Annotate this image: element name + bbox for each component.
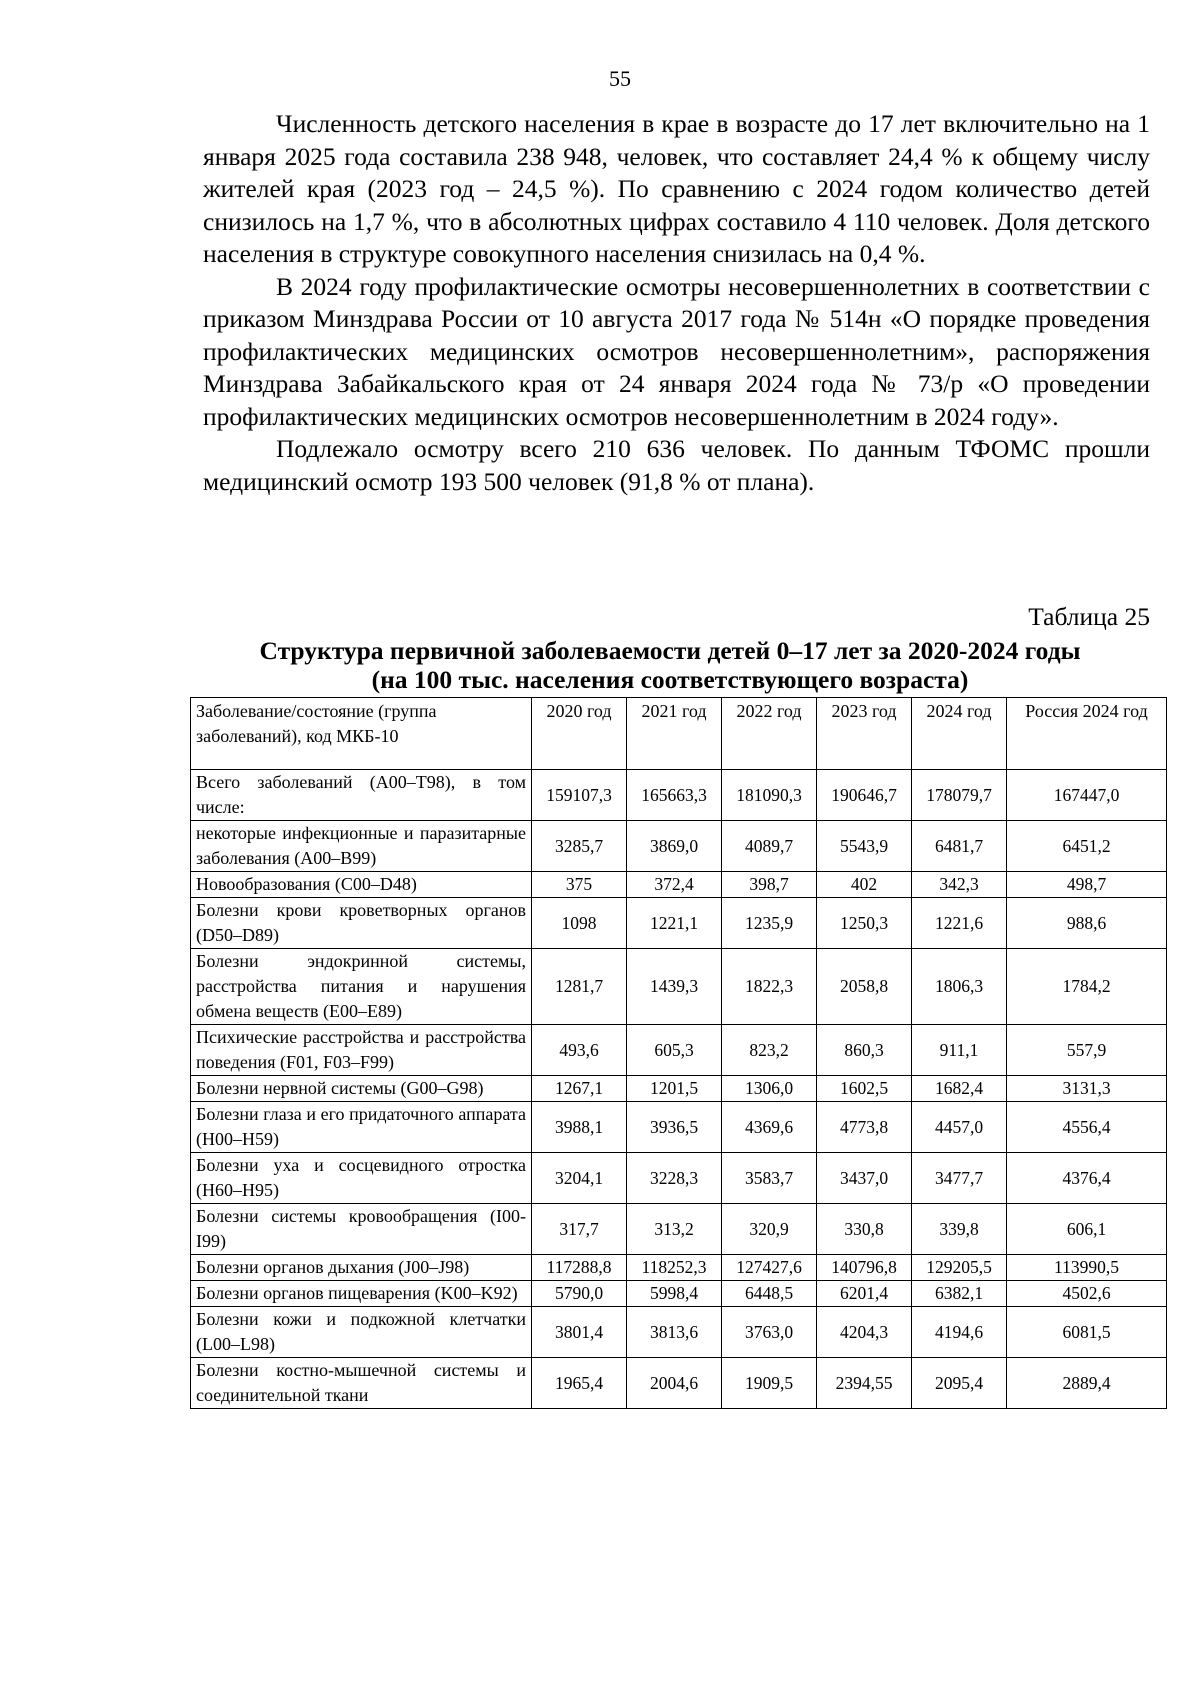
table-row: [191, 770, 1167, 821]
cell-2020: 317,7: [532, 1204, 627, 1255]
cell-2024: 6382,1: [912, 1281, 1007, 1307]
cell-2021: 1201,5: [627, 1076, 722, 1102]
table-label: Таблица 25: [1028, 602, 1150, 631]
table-row: [191, 1153, 1167, 1204]
table-row: [191, 1307, 1167, 1358]
table-row: [191, 872, 1167, 898]
table-row: [191, 1255, 1167, 1281]
cell-2024: 4194,6: [912, 1307, 1007, 1358]
table-title-line-1: Структура первичной заболеваемости детей 0–17 лет за 2020-2024 годы: [259, 636, 1081, 665]
paragraph-preventive-exams: В 2024 году профилактические осмотры несовершеннолетних в соответствии с приказом Минздрава России от 10 августа 2017 года № 514н «О порядке проведения профилактических медицинских осмотров несовершеннолетним», распоряжения Минздрава Забайкальского края от 24 января 2024 года № 73/р «О проведении профилактических медицинских осмотров несовершеннолетним в 2024 году».: [203, 271, 1150, 431]
table-row: [191, 949, 1167, 1025]
cell-2022: 127427,6: [722, 1255, 817, 1281]
cell-2024: 1682,4: [912, 1076, 1007, 1102]
cell-2023: 4204,3: [817, 1307, 912, 1358]
cell-2021: 605,3: [627, 1025, 722, 1076]
cell-2023: 4773,8: [817, 1102, 912, 1153]
cell-russia-2024: 4502,6: [1007, 1281, 1167, 1307]
cell-2021: 1439,3: [627, 949, 722, 1025]
cell-2023: 2058,8: [817, 949, 912, 1025]
row-label: Новообразования (C00–D48): [191, 872, 532, 898]
cell-2022: 320,9: [722, 1204, 817, 1255]
page-number: 55: [609, 66, 631, 91]
cell-russia-2024: 498,7: [1007, 872, 1167, 898]
table-row: [191, 821, 1167, 872]
header-2021: 2021 год: [627, 698, 722, 770]
cell-2021: 5998,4: [627, 1281, 722, 1307]
table-row: [191, 1281, 1167, 1307]
row-label: Болезни эндокринной системы, расстройства питания и нарушения обмена веществ (E00–E89): [191, 949, 532, 1025]
cell-russia-2024: 557,9: [1007, 1025, 1167, 1076]
row-label: Болезни костно-мышечной системы и соединительной ткани: [191, 1358, 532, 1409]
cell-2022: 1909,5: [722, 1358, 817, 1409]
cell-2022: 3763,0: [722, 1307, 817, 1358]
morbidity-table: [190, 697, 1167, 1409]
cell-2020: 493,6: [532, 1025, 627, 1076]
cell-2023: 2394,55: [817, 1358, 912, 1409]
header-2020: 2020 год: [532, 698, 627, 770]
cell-russia-2024: 606,1: [1007, 1204, 1167, 1255]
table-title: [190, 636, 1150, 694]
cell-2023: 140796,8: [817, 1255, 912, 1281]
cell-russia-2024: 4376,4: [1007, 1153, 1167, 1204]
cell-2023: 3437,0: [817, 1153, 912, 1204]
table-row: [191, 898, 1167, 949]
cell-2020: 375: [532, 872, 627, 898]
cell-2024: 911,1: [912, 1025, 1007, 1076]
table-header-row: [191, 698, 1167, 770]
cell-2023: 5543,9: [817, 821, 912, 872]
row-label: Болезни нервной системы (G00–G98): [191, 1076, 532, 1102]
header-2022: 2022 год: [722, 698, 817, 770]
cell-2022: 398,7: [722, 872, 817, 898]
cell-2023: 860,3: [817, 1025, 912, 1076]
cell-russia-2024: 4556,4: [1007, 1102, 1167, 1153]
paragraph-child-population: Численность детского населения в крае в возрасте до 17 лет включительно на 1 января 2025 года составила 238 948, человек, что составляет 24,4 % к общему числу жителей края (2023 год – 24,5 %). По сравнению с 2024 годом количество детей снизилось на 1,7 %, что в абсолютных цифрах составило 4 110 человек. Доля детского населения в структуре совокупного населения снизилась на 0,4 %.: [203, 109, 1150, 268]
row-label: Болезни глаза и его придаточного аппарата (H00–H59): [191, 1102, 532, 1153]
cell-2022: 1306,0: [722, 1076, 817, 1102]
cell-2021: 313,2: [627, 1204, 722, 1255]
cell-russia-2024: 3131,3: [1007, 1076, 1167, 1102]
table-row: [191, 1358, 1167, 1409]
cell-russia-2024: 6081,5: [1007, 1307, 1167, 1358]
cell-2024: 129205,5: [912, 1255, 1007, 1281]
cell-2024: 1221,6: [912, 898, 1007, 949]
row-label: некоторые инфекционные и паразитарные заболевания (A00–B99): [191, 821, 532, 872]
cell-2023: 6201,4: [817, 1281, 912, 1307]
cell-2020: 1281,7: [532, 949, 627, 1025]
table-row: [191, 1102, 1167, 1153]
header-disease: Заболевание/состояние (группа заболеваний), код МКБ-10: [191, 698, 532, 770]
cell-2024: 339,8: [912, 1204, 1007, 1255]
header-2023: 2023 год: [817, 698, 912, 770]
cell-2022: 6448,5: [722, 1281, 817, 1307]
cell-2024: 1806,3: [912, 949, 1007, 1025]
cell-2020: 3285,7: [532, 821, 627, 872]
cell-2022: 823,2: [722, 1025, 817, 1076]
table-row: [191, 1076, 1167, 1102]
cell-2022: 1822,3: [722, 949, 817, 1025]
cell-2023: 1602,5: [817, 1076, 912, 1102]
cell-2024: 342,3: [912, 872, 1007, 898]
cell-2021: 372,4: [627, 872, 722, 898]
cell-2020: 1965,4: [532, 1358, 627, 1409]
cell-2022: 4369,6: [722, 1102, 817, 1153]
cell-2021: 118252,3: [627, 1255, 722, 1281]
cell-2023: 402: [817, 872, 912, 898]
cell-2020: 117288,8: [532, 1255, 627, 1281]
row-label: Психические расстройства и расстройства поведения (F01, F03–F99): [191, 1025, 532, 1076]
cell-2022: 3583,7: [722, 1153, 817, 1204]
row-label: Болезни системы кровообращения (I00-I99): [191, 1204, 532, 1255]
cell-2024: 6481,7: [912, 821, 1007, 872]
cell-russia-2024: 6451,2: [1007, 821, 1167, 872]
row-label: Болезни органов пищеварения (K00–K92): [191, 1281, 532, 1307]
cell-2024: 4457,0: [912, 1102, 1007, 1153]
cell-2022: 181090,3: [722, 770, 817, 821]
cell-2021: 1221,1: [627, 898, 722, 949]
cell-2023: 1250,3: [817, 898, 912, 949]
cell-2021: 3936,5: [627, 1102, 722, 1153]
cell-2024: 2095,4: [912, 1358, 1007, 1409]
cell-2024: 178079,7: [912, 770, 1007, 821]
row-label: Болезни крови кроветворных органов (D50–D89): [191, 898, 532, 949]
row-label: Болезни уха и сосцевидного отростка (H60–H95): [191, 1153, 532, 1204]
cell-2020: 1098: [532, 898, 627, 949]
cell-2021: 2004,6: [627, 1358, 722, 1409]
row-label: Всего заболеваний (A00–T98), в том числе:: [191, 770, 532, 821]
cell-russia-2024: 988,6: [1007, 898, 1167, 949]
header-russia-2024: Россия 2024 год: [1007, 698, 1167, 770]
cell-2024: 3477,7: [912, 1153, 1007, 1204]
cell-russia-2024: 2889,4: [1007, 1358, 1167, 1409]
cell-2023: 330,8: [817, 1204, 912, 1255]
table-row: [191, 1025, 1167, 1076]
cell-2023: 190646,7: [817, 770, 912, 821]
cell-2021: 165663,3: [627, 770, 722, 821]
cell-2020: 3801,4: [532, 1307, 627, 1358]
cell-2021: 3813,6: [627, 1307, 722, 1358]
cell-2021: 3228,3: [627, 1153, 722, 1204]
cell-2020: 3204,1: [532, 1153, 627, 1204]
cell-2022: 4089,7: [722, 821, 817, 872]
cell-2021: 3869,0: [627, 821, 722, 872]
cell-2020: 159107,3: [532, 770, 627, 821]
cell-russia-2024: 167447,0: [1007, 770, 1167, 821]
cell-russia-2024: 113990,5: [1007, 1255, 1167, 1281]
cell-2022: 1235,9: [722, 898, 817, 949]
cell-2020: 3988,1: [532, 1102, 627, 1153]
row-label: Болезни кожи и подкожной клетчатки (L00–L98): [191, 1307, 532, 1358]
cell-russia-2024: 1784,2: [1007, 949, 1167, 1025]
table-row: [191, 1204, 1167, 1255]
cell-2020: 1267,1: [532, 1076, 627, 1102]
paragraph-exam-results: Подлежало осмотру всего 210 636 человек. По данным ТФОМС прошли медицинский осмотр 193 500 человек (91,8 % от плана).: [203, 434, 1150, 496]
header-2024: 2024 год: [912, 698, 1007, 770]
body-text: [203, 108, 1150, 498]
row-label: Болезни органов дыхания (J00–J98): [191, 1255, 532, 1281]
table-title-line-2: (на 100 тыс. населения соответствующего возраста): [371, 665, 969, 694]
cell-2020: 5790,0: [532, 1281, 627, 1307]
